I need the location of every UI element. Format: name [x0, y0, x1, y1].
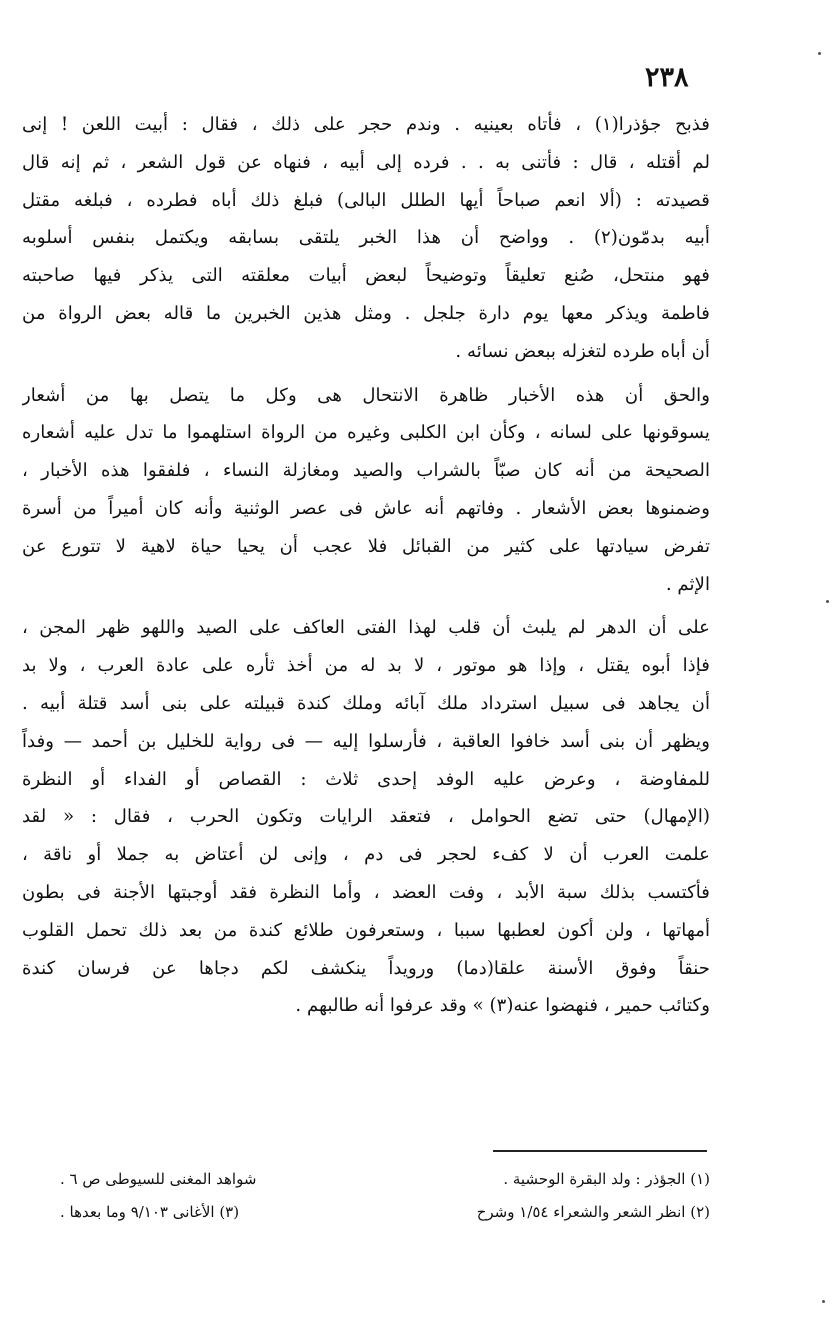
text-line: يسوقونها على لسانه ، وكأن ابن الكلبى وغيره من الرواة استلهموا ما تدل عليه أشعاره: [22, 422, 710, 444]
scan-speck: [818, 52, 821, 55]
scan-speck: [826, 600, 829, 603]
text-line: والحق أن هذه الأخبار ظاهرة الانتحال هى وكل ما يتصل بها من أشعار: [22, 384, 710, 406]
text-line: الصحيحة من أنه كان صبّاً بالشراب والصيد ومغازلة النساء ، فلفقوا هذه الأخبار ،: [22, 460, 710, 482]
text-line: فذبح جؤذرا(١) ، فأتاه بعينيه . وندم حجر على ذلك ، فقال : أبيت اللعن ! إنى: [22, 114, 710, 135]
text-line: وكتائب حمير ، فنهضوا عنه(٣) » وقد عرفوا أنه طالبهم .: [295, 995, 710, 1017]
body-text: [22, 106, 710, 1025]
text-line: فاطمة ويذكر معها يوم دارة جلجل . ومثل هذين الخبرين ما قاله بعض الرواة من: [22, 302, 710, 324]
footnote-1: (١) الجؤذر : ولد البقرة الوحشية .: [503, 1170, 710, 1188]
scan-speck: [822, 1300, 825, 1303]
text-line: فهو منتحل، صُنع تعليقاً وتوضيحاً لبعض أبيات معلقته التى يذكر فيها صاحبته: [22, 265, 710, 287]
text-line: (الإمهال) حتى تضع الحوامل ، فتعقد الرايات وتكون الحرب ، فقال : « لقد: [22, 806, 710, 828]
paragraph: [22, 609, 710, 1025]
text-line: الإثم .: [665, 573, 710, 595]
text-line: وضمنوها بعض الأشعار . وفاتهم أنه عاش فى عصر الوثنية وأنه كان أميراً من أسرة: [22, 497, 710, 519]
paragraph: [22, 377, 710, 604]
footnote-row: [60, 1163, 710, 1196]
text-line: على أن الدهر لم يلبث أن قلب لهذا الفتى العاكف على الصيد واللهو ظهر المجن ،: [22, 617, 710, 639]
text-line: تفرض سيادتها على كثير من القبائل فلا عجب أن يحيا حياة لاهية لا تتورع عن: [22, 535, 710, 557]
text-line: فأكتسب بذلك سبة الأبد ، وفت العضد ، وأما النظرة فقد أوجبتها الأجنة فى بطون: [22, 881, 710, 903]
text-line: أمهاتها ، ولن أكون لعطبها سببا ، وستعرفون طلائع كندة من بعد ذلك تحمل القلوب: [22, 919, 710, 941]
footnote-row: [60, 1196, 710, 1229]
page-number: ٢٣٨: [645, 62, 689, 93]
footnote-2-continuation: شواهد المغنى للسيوطى ص ٦ .: [60, 1170, 257, 1188]
text-line: علمت العرب أن لا كفء لحجر فى دم ، وإنى لن أعتاض به جملا أو ناقة ،: [22, 844, 710, 866]
footnote-2: (٢) انظر الشعر والشعراء ١/٥٤ وشرح: [476, 1203, 710, 1221]
text-line: أبيه بدمّون(٢) . وواضح أن هذا الخبر يلتقى بسابقه ويكتمل بنفس أسلوبه: [22, 227, 710, 249]
footnotes: [60, 1163, 710, 1229]
footnote-3: (٣) الأغانى ٩/١٠٣ وما بعدها .: [60, 1203, 240, 1221]
text-line: أن أباه طرده لتغزله ببعض نسائه .: [455, 340, 710, 362]
text-line: ويظهر أن بنى أسد خافوا العاقبة ، فأرسلوا إليه — فى رواية للخليل بن أحمد — وفداً: [22, 730, 710, 752]
text-line: فإذا أبوه يقتل ، وإذا هو موتور ، لا بد له من أخذ ثأره على عادة العرب ، ولا بد: [22, 655, 710, 677]
text-line: للمفاوضة ، وعرض عليه الوفد إحدى ثلاث : القصاص أو الفداء أو النظرة: [22, 768, 710, 790]
text-line: حنقاً وفوق الأسنة علقا(دما) ورويداً ينكشف لكم دجاها عن فرسان كندة: [22, 957, 710, 979]
text-line: لم أقتله ، قال : فأتنى به . . فرده إلى أبيه ، فنهاه عن قول الشعر ، ثم إنه قال: [22, 151, 710, 173]
text-line: أن يجاهد فى سبيل استرداد ملك آبائه وملك كندة قبيلته على بنى أسد قتلة أبيه .: [22, 692, 710, 714]
paragraph: [22, 106, 710, 371]
text-line: قصيدته : (ألا انعم صباحاً أيها الطلل البالى) فبلغ ذلك أباه فطرده ، فبلغه مقتل: [22, 189, 710, 211]
footnote-divider: [493, 1150, 707, 1152]
